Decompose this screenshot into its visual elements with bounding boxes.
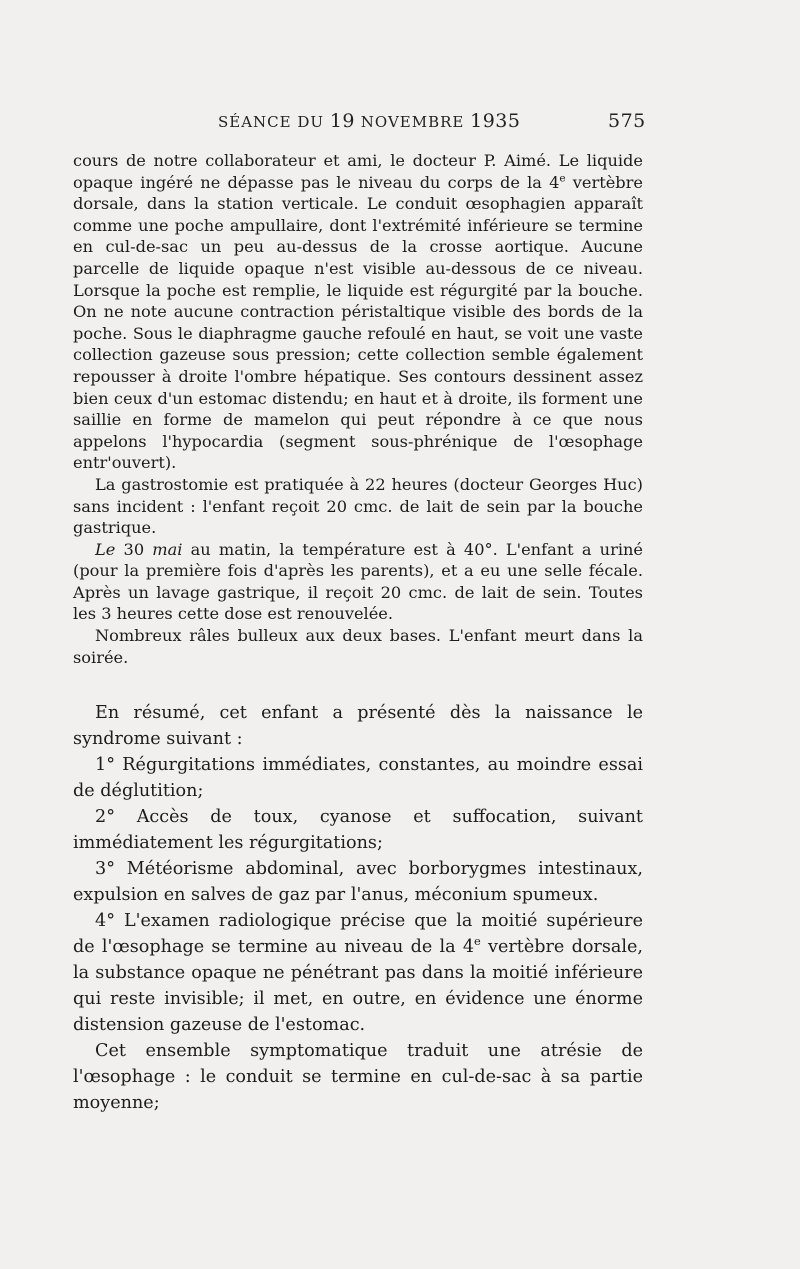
summary-intro: En résumé, cet enfant a présenté dès la naissance le syndrome suivant : [73, 703, 643, 749]
case-report-text [73, 150, 643, 668]
summary-item-1: 1° Régurgitations immédiates, constantes, au moindre essai de déglutition; [73, 755, 643, 801]
summary-item-2: 2° Accès de toux, cyanose et suffocation, suivant immédiatement les régurgitations; [73, 807, 643, 853]
summary-item-4: 4° L'examen radiologique précise que la moitié supérieure de l'œsophage se termine au niveau de la 4e vertèbre dorsale, la substance opaque ne pénétrant pas dans la moitié inférieure qui reste invisible; il met, en outre, en évidence une énorme distension gazeuse de l'estomac. [73, 911, 643, 1035]
paragraph-may-30: Le 30 mai au matin, la température est à 40°. L'enfant a uriné (pour la première fois d'après les parents), et a eu une selle fécale. Après un lavage gastrique, il reçoit 20 cmc. de lait de sein. Toutes les 3 heures cette dose est renouvelée. [73, 539, 644, 624]
paragraph-gastrostomy: La gastrostomie est pratiquée à 22 heures (docteur Georges Huc) sans incident : l'enfant reçoit 20 cmc. de lait de sein par la bouche gastrique. [73, 474, 643, 538]
paragraph-radiology: cours de notre collaborateur et ami, le docteur P. Aimé. Le liquide opaque ingéré ne dépasse pas le niveau du corps de la 4e vertèbre dorsale, dans la station verticale. Le conduit œsophagien apparaît comme une poche ampullaire, dont l'extrémité inférieure se termine en cul-de-sac un peu au-dessus de la crosse aortique. Aucune parcelle de liquide opaque n'est visible au-dessous de ce niveau. Lorsque la poche est remplie, le liquide est régurgité par la bouche. On ne note aucune contraction péristaltique visible des bords de la poche. Sous le diaphragme gauche refoulé en haut, se voit une vaste collection gazeuse sous pression; cette collection semble également repousser à droite l'ombre hépatique. Ses contours dessinent assez bien ceux d'un estomac distendu; en haut et à droite, ils forment une saillie en forme de mamelon qui peut répondre à ce que nous appelons l'hypocardia (segment sous-phrénique de l'œsophage entr'ouvert). [73, 151, 643, 473]
summary-conclusion: Cet ensemble symptomatique traduit une atrésie de l'œsophage : le conduit se termine en cul-de-sac à sa partie moyenne; [73, 1041, 643, 1113]
summary-item-3: 3° Météorisme abdominal, avec borborygmes intestinaux, expulsion en salves de gaz par l'anus, méconium spumeux. [73, 859, 643, 905]
running-title: SÉANCE DU 19 NOVEMBRE 1935 [218, 110, 521, 132]
page-number: 575 [608, 110, 646, 132]
summary-text [73, 700, 643, 1116]
paragraph-death: Nombreux râles bulleux aux deux bases. L'enfant meurt dans la soirée. [73, 626, 643, 667]
